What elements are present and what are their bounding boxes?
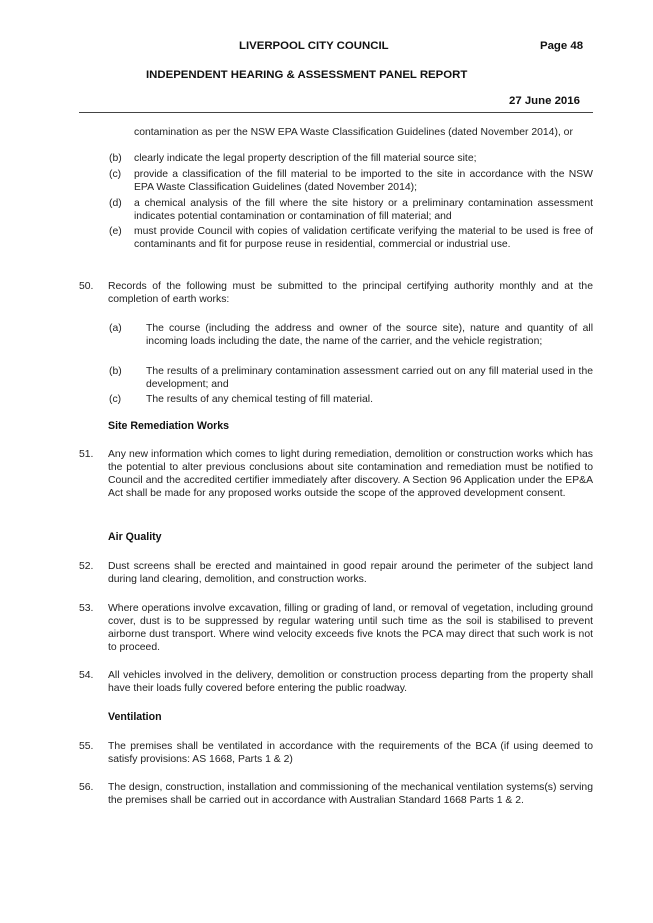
header-rule xyxy=(79,112,593,113)
item-number: 54. xyxy=(79,670,94,681)
item-52-text: Dust screens shall be erected and maintained in good repair around the perimeter of the subject land during land clearing, demolition, and construction works. xyxy=(108,561,593,585)
list-item: provide a classification of the fill material to be imported to the site in accordance with the NSW EPA Waste Classification Guidelines (dated November 2014); xyxy=(134,169,593,193)
list-label: (b) xyxy=(109,366,122,377)
list-label: (a) xyxy=(109,323,122,334)
section-heading-ventilation: Ventilation xyxy=(108,711,162,723)
list-label: (c) xyxy=(109,169,122,180)
list-label: (e) xyxy=(109,226,122,237)
item-number: 50. xyxy=(79,281,94,292)
report-date: 27 June 2016 xyxy=(509,95,580,107)
page-number: Page 48 xyxy=(540,40,584,52)
item-56-text: The design, construction, installation and commissioning of the mechanical ventilation systems(s) serving the premises shall be carried out in accordance with Australian Standard 1668 Parts 1 & 2. xyxy=(108,782,593,806)
report-title: INDEPENDENT HEARING & ASSESSMENT PANEL REPORT xyxy=(146,69,468,81)
list-item: clearly indicate the legal property description of the fill material source site; xyxy=(134,153,477,164)
list-label: (d) xyxy=(109,198,122,209)
list-item: The course (including the address and owner of the source site), nature and quantity of all incoming loads including the date, the name of the carrier, and the vehicle registration; xyxy=(146,323,593,347)
item-number: 51. xyxy=(79,449,94,460)
item-55-text: The premises shall be ventilated in accordance with the requirements of the BCA (if using deemed to satisfy provisions: AS 1668, Parts 1 & 2) xyxy=(108,741,593,765)
list-item: The results of a preliminary contamination assessment carried out on any fill material used in the development; and xyxy=(146,366,593,390)
council-name: LIVERPOOL CITY COUNCIL xyxy=(239,40,389,52)
list-item: must provide Council with copies of validation certificate verifying the material to be used is free of contaminants and fit for purpose reuse in residential, commercial or industrial use. xyxy=(134,226,593,250)
item-number: 53. xyxy=(79,603,94,614)
section-heading-site-remediation: Site Remediation Works xyxy=(108,420,230,432)
item-number: 52. xyxy=(79,561,94,572)
item-53-text: Where operations involve excavation, filling or grading of land, or removal of vegetation, including ground cover, dust is to be suppressed by regular watering until such time as the soil is stabilised to prevent airborne dust transport. Where wind velocity exceeds five knots the PCA may direct that such work is not to proceed. xyxy=(108,603,593,653)
item-50-text: Records of the following must be submitted to the principal certifying authority monthly and at the completion of earth works: xyxy=(108,281,593,305)
item-number: 56. xyxy=(79,782,94,793)
item-51-text: Any new information which comes to light during remediation, demolition or construction works which has the potential to alter previous conclusions about site contamination and remediation must be notified to Council and the accredited certifier immediately after discovery. A Section 96 Application under the EP&A Act shall be made for any proposed works outside the scope of the approved development consent. xyxy=(108,449,593,499)
list-item: The results of any chemical testing of fill material. xyxy=(146,394,373,405)
list-item: a chemical analysis of the fill where the site history or a preliminary contamination assessment indicates potential contamination or contamination of fill material; and xyxy=(134,198,593,222)
section-heading-air-quality: Air Quality xyxy=(108,531,162,543)
intro-continuation: contamination as per the NSW EPA Waste Classification Guidelines (dated November 2014), or xyxy=(134,127,573,138)
item-54-text: All vehicles involved in the delivery, demolition or construction process departing from the property shall have their loads fully covered before entering the public roadway. xyxy=(108,670,593,694)
list-label: (c) xyxy=(109,394,122,405)
list-label: (b) xyxy=(109,153,122,164)
item-number: 55. xyxy=(79,741,94,752)
